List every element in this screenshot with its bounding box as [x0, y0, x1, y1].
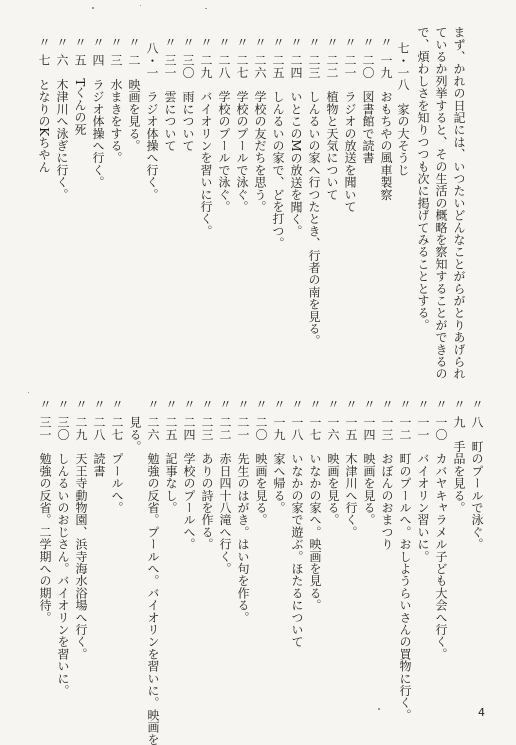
entry-date: 二七 — [110, 416, 124, 441]
diary-entry — [326, 398, 340, 526]
ditto-mark: 〃 — [199, 36, 213, 49]
entry-date: 一七 — [308, 416, 322, 441]
diary-entry — [181, 36, 195, 152]
entry-text: 先生のはがき。はい句を作る。 — [236, 452, 250, 624]
ditto-mark: 〃 — [362, 398, 376, 411]
entry-text: 見る。 — [128, 416, 142, 453]
diary-entry — [109, 36, 123, 164]
diary-entry — [396, 36, 410, 176]
ditto-mark: 〃 — [380, 398, 394, 411]
diary-entry — [379, 36, 393, 200]
ditto-mark: 〃 — [92, 398, 106, 411]
entry-text: おぼんのおまつり — [380, 452, 394, 551]
ditto-mark: 〃 — [416, 398, 430, 411]
ditto-mark: 〃 — [181, 36, 195, 49]
entry-date: 二二 — [218, 416, 232, 441]
ditto-mark: 〃 — [164, 398, 178, 411]
diary-entry — [235, 36, 249, 213]
ditto-mark: 〃 — [218, 398, 232, 411]
entry-date: 二三 — [307, 54, 321, 79]
ditto-mark: 〃 — [109, 36, 123, 49]
ditto-mark: 〃 — [127, 36, 141, 49]
diary-entry — [73, 36, 87, 135]
entry-date: 一二 — [398, 416, 412, 441]
ditto-mark: 〃 — [470, 398, 484, 411]
ditto-mark: 〃 — [326, 398, 340, 411]
diary-entry — [380, 398, 394, 550]
diary-entry — [145, 36, 159, 200]
entry-text: バイオリン習いに。 — [416, 452, 430, 563]
diary-entry — [290, 398, 304, 648]
diary-entry — [470, 398, 484, 550]
scan-speck — [378, 708, 380, 710]
entry-text: 赤日四十八滝へ行く。 — [218, 452, 232, 575]
entry-date: 二一 — [343, 54, 357, 79]
entry-date: 七・一八 — [396, 42, 410, 91]
diary-entry — [416, 398, 430, 562]
entry-date: 三〇 — [181, 54, 195, 79]
ditto-mark: 〃 — [38, 398, 52, 411]
diary-entry — [272, 398, 286, 514]
ditto-mark: 〃 — [325, 36, 339, 49]
ditto-mark: 〃 — [361, 36, 375, 49]
entry-text: 映画を見る。 — [254, 452, 268, 526]
entry-text: バイオリンを習いに行く。 — [199, 90, 213, 238]
ditto-mark: 〃 — [55, 36, 69, 49]
entry-text: 家へ帰る。 — [272, 452, 286, 514]
diary-entry — [200, 398, 214, 550]
intro-line: で、煩わしさを知りつつも次に掲げてみることとする。 — [416, 26, 430, 331]
ditto-mark: 〃 — [235, 36, 249, 49]
entry-text: ラジオの放送を聞いて — [343, 90, 357, 213]
entry-date: 二九 — [74, 416, 88, 441]
diary-entry — [253, 36, 267, 213]
entry-date: 二〇 — [254, 416, 268, 441]
entry-date: 七 — [37, 54, 51, 67]
diary-entry — [92, 398, 106, 477]
entry-text: 記事なし。 — [164, 452, 178, 514]
entry-text: 映画を見る。 — [326, 452, 340, 526]
diary-entry — [271, 36, 285, 249]
entry-text: となりのKちやん — [37, 78, 51, 173]
entry-date: 二七 — [235, 54, 249, 79]
diary-entry — [308, 398, 322, 611]
ditto-mark: 〃 — [271, 36, 285, 49]
scan-speck — [28, 392, 29, 393]
entry-text: 植物と天気について — [325, 90, 339, 201]
entry-date: 三〇 — [56, 416, 70, 441]
ditto-mark: 〃 — [236, 398, 250, 411]
entry-date: 六 — [55, 54, 69, 67]
ditto-mark: 〃 — [91, 36, 105, 49]
entry-text: 雲について — [163, 90, 177, 152]
entry-date: 一三 — [380, 416, 394, 441]
entry-text: 図書館で読書 — [361, 90, 375, 164]
entry-date: 二四 — [289, 54, 303, 79]
diary-entry — [236, 398, 250, 623]
entry-text: 手品を見る。 — [452, 440, 466, 514]
diary-entry — [434, 398, 448, 660]
ditto-mark: 〃 — [217, 36, 231, 49]
diary-entry — [55, 36, 69, 200]
entry-date: 二九 — [199, 54, 213, 79]
ditto-mark: 〃 — [452, 398, 466, 411]
diary-entry — [38, 398, 52, 623]
diary-entry — [343, 36, 357, 213]
entry-text: 町のプールで泳ぐ。 — [470, 440, 484, 551]
ditto-mark: 〃 — [253, 36, 267, 49]
entry-date: 二四 — [182, 416, 196, 441]
diary-entry — [110, 398, 124, 514]
intro-line: まず、かれの日記には、いつたいどんなことがらがとりあげられ — [452, 26, 466, 380]
entry-date: 一九 — [379, 54, 393, 79]
diary-entry — [307, 36, 321, 347]
entry-date: 一六 — [326, 416, 340, 441]
diary-entry — [362, 398, 376, 526]
ditto-mark: 〃 — [254, 398, 268, 411]
entry-date: 一九 — [272, 416, 286, 441]
entry-date: 二一 — [236, 416, 250, 441]
entry-date: 八 — [470, 416, 484, 429]
entry-text: ラジオ体操へ行く。 — [91, 78, 105, 189]
scan-speck — [205, 8, 207, 9]
entry-date: 八・一 — [145, 42, 159, 79]
entry-date: 二八 — [92, 416, 106, 441]
ditto-mark: 〃 — [73, 36, 87, 49]
ditto-mark: 〃 — [110, 398, 124, 411]
entry-date: 二六 — [253, 54, 267, 79]
diary-entry — [164, 398, 178, 514]
entry-text: 学校のプールで泳ぐ。 — [217, 90, 231, 213]
entry-date: 二五 — [164, 416, 178, 441]
entry-text: 雨について — [181, 90, 195, 152]
entry-text: 映画を見る。 — [362, 452, 376, 526]
entry-text: 学校のプールへ。 — [182, 452, 196, 551]
entry-text: プールへ。 — [110, 452, 124, 514]
diary-entry — [398, 398, 412, 721]
ditto-mark: 〃 — [74, 398, 88, 411]
diary-entry — [91, 36, 105, 188]
diary-entry — [289, 36, 303, 237]
entry-date: 一五 — [344, 416, 358, 441]
entry-text: 学校のプールで泳ぐ。 — [235, 90, 249, 213]
entry-text: いなかの家へ。映画を見る。 — [308, 452, 322, 612]
entry-text: しんるいのおじさん。バイオリンを習いに。 — [56, 452, 70, 697]
ditto-mark: 〃 — [289, 36, 303, 49]
ditto-mark: 〃 — [200, 398, 214, 411]
ditto-mark: 〃 — [343, 36, 357, 49]
ditto-mark: 〃 — [37, 36, 51, 49]
scan-speck — [92, 7, 94, 9]
entry-date: 二六 — [146, 416, 160, 441]
entry-text: しんるいの家へ行つたとき、行者の南を見る。 — [307, 90, 321, 347]
entry-text: 町のプールへ。おしようらいさんの買物に行く。 — [398, 452, 412, 722]
diary-entry — [199, 36, 213, 237]
ditto-mark: 〃 — [344, 398, 358, 411]
diary-entry — [163, 36, 177, 152]
diary-entry — [254, 398, 268, 526]
entry-date: 一一 — [416, 416, 430, 441]
ditto-mark: 〃 — [307, 36, 321, 49]
intro-line: ているか列挙すると、その生活の概略を察知することができるの — [434, 26, 448, 380]
entry-date: 二二 — [325, 54, 339, 79]
diary-entry — [325, 36, 339, 200]
ditto-mark: 〃 — [434, 398, 448, 411]
entry-date: 三一 — [38, 416, 52, 441]
entry-date: 一四 — [362, 416, 376, 441]
entry-text: 学校の友だちを思う。 — [253, 90, 267, 213]
entry-date: 二〇 — [361, 54, 375, 79]
entry-text: 天王寺動物園、浜寺海水浴場へ行く。 — [74, 452, 88, 661]
entry-text: しんるいの家で、どを打つ。 — [271, 90, 285, 250]
entry-text: 映画を見る。 — [127, 78, 141, 152]
entry-date: 二八 — [217, 54, 231, 79]
page-number: 4 — [478, 706, 485, 719]
entry-date: 三 — [109, 54, 123, 67]
entry-date: 二三 — [200, 416, 214, 441]
diary-entry — [217, 36, 231, 213]
entry-text: 木津川へ泳ぎに行く。 — [55, 78, 69, 201]
entry-text: 勉強の反省。プールへ。バイオリンを習いに。映画を — [146, 452, 160, 745]
entry-date: 五 — [73, 54, 87, 67]
ditto-mark: 〃 — [290, 398, 304, 411]
entry-text: 家の大そうじ — [396, 102, 410, 177]
entry-text: ありの詩を作る。 — [200, 452, 214, 551]
ditto-mark: 〃 — [308, 398, 322, 411]
diary-entry — [127, 36, 141, 152]
diary-entry — [74, 398, 88, 660]
entry-text: 木津川へ行く。 — [344, 452, 358, 539]
entry-text: ラジオ体操へ行く。 — [145, 90, 159, 201]
ditto-mark: 〃 — [272, 398, 286, 411]
entry-date: 二五 — [271, 54, 285, 79]
diary-entry-continuation — [128, 398, 142, 453]
ditto-mark: 〃 — [182, 398, 196, 411]
diary-entry — [344, 398, 358, 538]
entry-text: 読書 — [92, 452, 106, 478]
diary-entry — [182, 398, 196, 550]
entry-text: いなかの家で遊ぶ。ほたるについて — [290, 452, 304, 648]
entry-date: 四 — [91, 54, 105, 67]
diary-entry — [37, 36, 51, 173]
entry-date: 二 — [127, 54, 141, 67]
ditto-mark: 〃 — [146, 398, 160, 411]
entry-date: 三一 — [163, 54, 177, 79]
entry-text: 勉強の反省。二学期への期待。 — [38, 452, 52, 624]
diary-entry — [146, 398, 160, 745]
entry-text: Tくんの死 — [73, 78, 87, 136]
ditto-mark: 〃 — [56, 398, 70, 411]
diary-entry — [56, 398, 70, 697]
ditto-mark: 〃 — [379, 36, 393, 49]
ditto-mark: 〃 — [398, 398, 412, 411]
diary-entry — [361, 36, 375, 164]
scan-speck — [140, 5, 141, 6]
entry-text: おもちやの風車製察 — [379, 90, 393, 201]
entry-text: いとこのMの放送を聞く。 — [289, 90, 303, 238]
diary-entry — [452, 398, 466, 514]
entry-date: 九 — [452, 416, 466, 429]
ditto-mark: 〃 — [163, 36, 177, 49]
entry-date: 一八 — [290, 416, 304, 441]
entry-text: 水まきをする。 — [109, 78, 123, 164]
diary-entry — [218, 398, 232, 575]
entry-date: 一〇 — [434, 416, 448, 441]
entry-text: カバヤキャラメル子ども大会へ行く。 — [434, 452, 448, 661]
